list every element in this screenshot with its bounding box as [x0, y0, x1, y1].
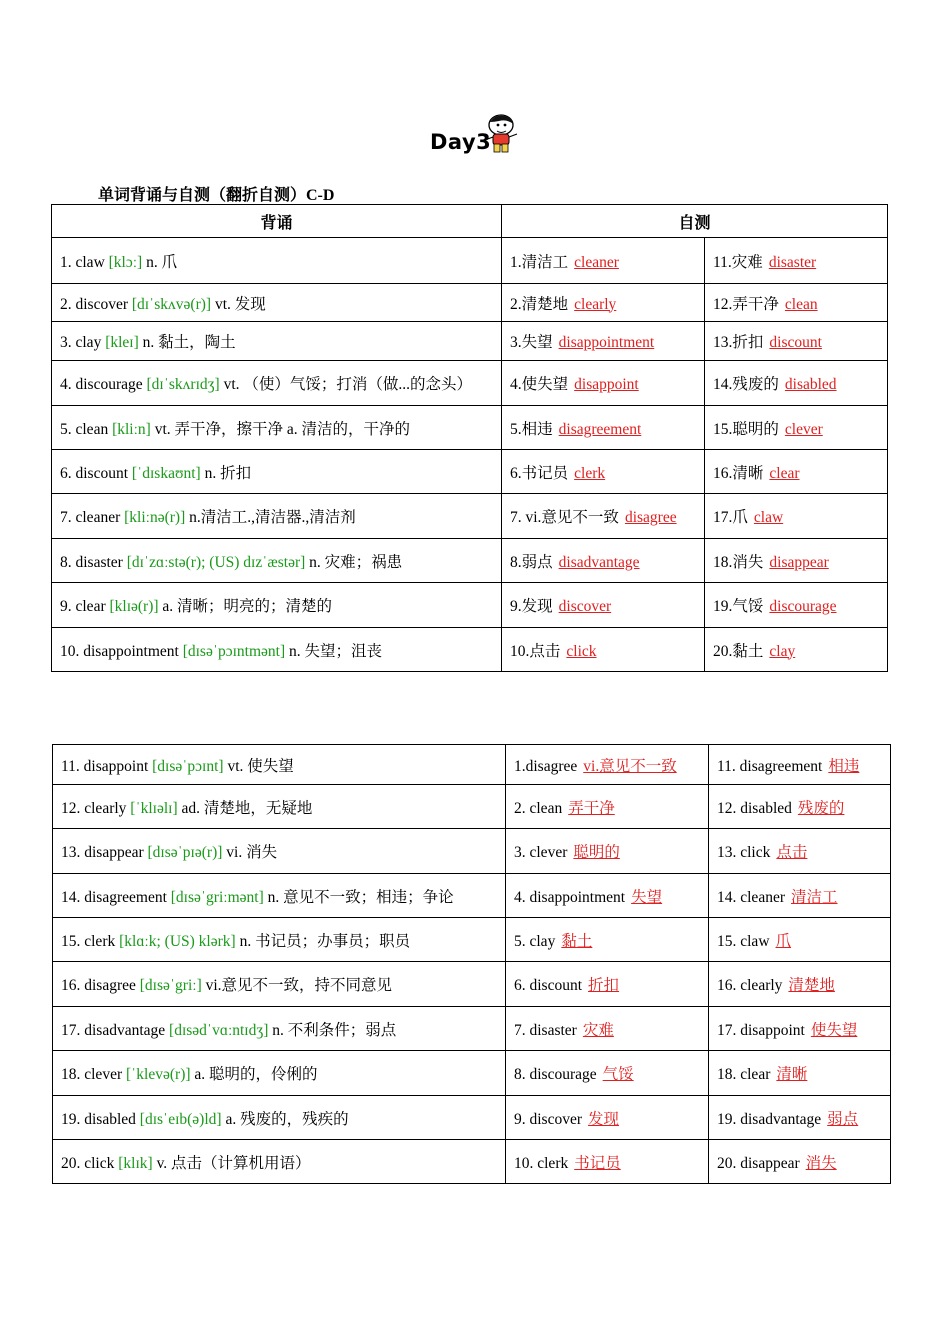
test-cell-left [506, 1140, 709, 1184]
definition: vi. 消失 [226, 844, 278, 861]
phonetic: [dɪsˈeɪb(ə)ld] [139, 1110, 222, 1128]
recite-cell [52, 322, 502, 361]
word: 6. discount [60, 464, 129, 482]
test-question: 9. discover [514, 1110, 583, 1128]
definition: vi.意见不一致，持不同意见 [205, 977, 393, 994]
phonetic: [ˈklɪəlɪ] [130, 799, 178, 817]
test-cell-right [709, 874, 891, 918]
test-answer: 爪 [775, 932, 792, 950]
test-question: 15.聪明的 [713, 420, 779, 438]
recite-cell [53, 785, 506, 829]
test-cell-left [502, 284, 705, 322]
test-question: 2.清楚地 [510, 295, 569, 313]
recite-cell [52, 238, 502, 284]
test-answer: 点击 [776, 844, 808, 861]
test-answer: clear [769, 464, 800, 482]
test-question: 6.书记员 [510, 464, 569, 482]
recite-cell [53, 874, 506, 918]
page-title: Day3 [430, 130, 492, 154]
test-question: 2. clean [514, 799, 563, 817]
test-cell-left [502, 238, 705, 284]
test-answer: discount [769, 334, 822, 351]
test-answer: click [566, 642, 597, 660]
table-row [53, 874, 891, 918]
test-cell-left [506, 918, 709, 962]
test-answer: 消失 [805, 1154, 837, 1172]
table-row [52, 322, 888, 361]
recite-cell [52, 583, 502, 628]
test-cell-right [705, 361, 888, 406]
test-question: 9.发现 [510, 598, 553, 615]
phonetic: [dɪsəˈpɔɪntmənt] [182, 642, 286, 660]
phonetic: [dɪˈzɑːstə(r); (US) dɪzˈæstər] [126, 553, 306, 571]
test-question: 14. cleaner [717, 888, 785, 906]
test-answer: 相违 [828, 757, 860, 775]
test-cell-left [502, 539, 705, 583]
recite-cell [52, 494, 502, 539]
word: 17. disadvantage [61, 1021, 166, 1039]
definition: vt. 弄干净，擦干净 a. 清洁的，干净的 [154, 420, 411, 438]
test-cell-right [705, 322, 888, 361]
definition: n. 折扣 [204, 464, 252, 482]
test-cell-right [705, 238, 888, 284]
cartoon-boy-icon [481, 112, 521, 156]
test-cell-right [705, 583, 888, 628]
test-cell-right [709, 785, 891, 829]
test-question: 7. disaster [514, 1021, 577, 1039]
test-question: 1.disagree [514, 757, 578, 775]
test-answer: disabled [784, 376, 837, 393]
recite-cell [52, 628, 502, 672]
test-question: 4.使失望 [510, 376, 569, 393]
test-answer: claw [753, 509, 784, 526]
word: 7. cleaner [60, 509, 121, 526]
test-cell-right [709, 1007, 891, 1051]
phonetic: [dɪˈskʌrɪdʒ] [146, 376, 220, 393]
table-row [52, 450, 888, 494]
test-cell-right [709, 1051, 891, 1096]
test-question: 18. clear [717, 1066, 771, 1083]
phonetic: [dɪsəˈgriː] [139, 977, 202, 994]
word: 16. disagree [61, 977, 136, 994]
test-question: 19. disadvantage [717, 1110, 822, 1128]
table-row [53, 918, 891, 962]
phonetic: [dɪsədˈvɑːntɪdʒ] [169, 1021, 269, 1039]
word: 15. clerk [61, 932, 116, 950]
test-question: 13. click [717, 844, 771, 861]
phonetic: [ˈdɪskaʊnt] [131, 464, 201, 482]
test-question: 5.相违 [510, 420, 553, 438]
test-cell-right [709, 745, 891, 785]
table-row [53, 745, 891, 785]
test-question: 3. clever [514, 844, 568, 861]
test-answer: 气馁 [602, 1066, 634, 1083]
test-question: 1.清洁工 [510, 253, 569, 271]
definition: n. 书记员；办事员；职员 [239, 932, 411, 950]
word: 18. clever [61, 1066, 123, 1083]
test-cell-left [506, 745, 709, 785]
test-answer: 清楚地 [788, 977, 835, 994]
recite-cell [53, 829, 506, 874]
test-question: 14.残废的 [713, 376, 779, 393]
table-row [52, 539, 888, 583]
phonetic: [dɪˈskʌvə(r)] [131, 295, 212, 313]
recite-cell [52, 450, 502, 494]
table-row [52, 628, 888, 672]
test-cell-left [502, 583, 705, 628]
table-row [52, 583, 888, 628]
recite-cell [52, 406, 502, 450]
table-row [53, 1096, 891, 1140]
table-row [52, 406, 888, 450]
table-row [52, 238, 888, 284]
test-cell-left [506, 1007, 709, 1051]
test-question: 6. discount [514, 977, 583, 994]
definition: vt. （使）气馁；打消（做...的念头） [223, 376, 472, 393]
test-cell-left [506, 1096, 709, 1140]
test-cell-left [502, 494, 705, 539]
word: 5. clean [60, 420, 109, 438]
test-answer: 黏土 [561, 932, 593, 950]
word: 19. disabled [61, 1110, 136, 1128]
definition: vt. 使失望 [227, 757, 294, 775]
word: 14. disagreement [61, 888, 167, 906]
phonetic: [dɪsəˈpɔɪnt] [152, 757, 224, 775]
test-cell-right [705, 406, 888, 450]
definition: n. 爪 [146, 253, 178, 271]
test-answer: disadvantage [558, 553, 640, 571]
test-cell-left [502, 628, 705, 672]
test-question: 8.弱点 [510, 553, 553, 571]
test-cell-left [506, 785, 709, 829]
test-answer: 聪明的 [573, 844, 620, 861]
recite-cell [53, 1051, 506, 1096]
test-answer: disappointment [558, 334, 655, 351]
header-recite: 背诵 [52, 205, 502, 238]
test-answer: clay [769, 642, 796, 660]
table-row [53, 1140, 891, 1184]
test-question: 16. clearly [717, 977, 783, 994]
test-answer: clever [784, 420, 823, 438]
test-question: 18.消失 [713, 553, 764, 571]
recite-cell [53, 745, 506, 785]
test-cell-right [709, 1096, 891, 1140]
test-question: 20.黏土 [713, 642, 764, 660]
test-cell-right [709, 829, 891, 874]
test-question: 10. clerk [514, 1154, 569, 1172]
vocab-table-1 [51, 204, 888, 672]
test-cell-right [705, 284, 888, 322]
test-question: 20. disappear [717, 1154, 800, 1172]
word: 2. discover [60, 295, 129, 313]
test-answer: 使失望 [810, 1021, 858, 1039]
table-row [52, 361, 888, 406]
definition: n. 不利条件；弱点 [272, 1021, 397, 1039]
table-row [52, 494, 888, 539]
definition: a. 清晰；明亮的；清楚的 [162, 598, 333, 615]
phonetic: [kleɪ] [105, 334, 139, 351]
test-question: 4. disappointment [514, 888, 626, 906]
test-answer: 发现 [588, 1110, 620, 1128]
test-answer: clearly [574, 295, 617, 313]
test-answer: disagree [624, 509, 677, 526]
test-answer: disagreement [558, 420, 642, 438]
table-row [53, 785, 891, 829]
table-row [53, 1051, 891, 1096]
test-answer: vi.意见不一致 [583, 757, 677, 775]
test-answer: 折扣 [588, 977, 620, 994]
test-answer: discourage [769, 598, 837, 615]
test-answer: 灾难 [582, 1021, 614, 1039]
test-question: 3.失望 [510, 334, 553, 351]
recite-cell [52, 361, 502, 406]
test-answer: disaster [768, 253, 817, 271]
phonetic: [kliːn] [112, 420, 151, 438]
definition: n. 意见不一致；相违；争论 [267, 888, 454, 906]
recite-cell [53, 918, 506, 962]
test-answer: cleaner [574, 253, 619, 271]
test-question: 11. disagreement [717, 757, 823, 775]
word: 13. disappear [61, 844, 144, 861]
phonetic: [kliːnə(r)] [124, 509, 186, 526]
test-question: 12. disabled [717, 799, 792, 817]
phonetic: [klɪk] [118, 1154, 153, 1172]
definition: n. 黏土，陶土 [142, 334, 236, 351]
header-test: 自测 [502, 205, 888, 238]
test-answer: 清晰 [776, 1066, 808, 1083]
word: 11. disappoint [61, 757, 149, 775]
phonetic: [dɪsəˈgriːmənt] [170, 888, 264, 906]
test-cell-right [705, 539, 888, 583]
word: 1. claw [60, 253, 105, 271]
test-answer: disappear [769, 553, 829, 571]
test-cell-left [502, 361, 705, 406]
test-cell-left [506, 1051, 709, 1096]
phonetic: [ˈklevə(r)] [125, 1066, 191, 1083]
word: 12. clearly [61, 799, 127, 817]
test-cell-left [502, 322, 705, 361]
test-question: 8. discourage [514, 1066, 597, 1083]
test-question: 13.折扣 [713, 334, 764, 351]
test-cell-left [502, 450, 705, 494]
phonetic: [dɪsəˈpɪə(r)] [147, 844, 223, 861]
test-answer: discover [558, 598, 612, 615]
vocab-table-2 [52, 744, 891, 1184]
test-cell-left [506, 874, 709, 918]
phonetic: [klɑːk; (US) klərk] [119, 932, 236, 950]
definition: n.清洁工.,清洁器.,清洁剂 [189, 509, 356, 526]
word: 10. disappointment [60, 642, 179, 660]
test-question: 10.点击 [510, 642, 561, 660]
phonetic: [klɪə(r)] [109, 598, 159, 615]
test-question: 19.气馁 [713, 598, 764, 615]
test-answer: 书记员 [574, 1154, 621, 1172]
test-cell-right [709, 1140, 891, 1184]
table-row [53, 829, 891, 874]
test-answer: 弱点 [827, 1110, 859, 1128]
test-cell-right [709, 962, 891, 1007]
test-answer: disappoint [574, 376, 639, 393]
test-answer: 失望 [631, 888, 663, 906]
test-cell-right [705, 494, 888, 539]
test-question: 17.爪 [713, 509, 748, 526]
test-answer: 弄干净 [568, 799, 615, 817]
test-question: 17. disappoint [717, 1021, 805, 1039]
definition: ad. 清楚地，无疑地 [181, 799, 313, 817]
table-row [53, 1007, 891, 1051]
word: 8. disaster [60, 553, 123, 571]
definition: vt. 发现 [214, 295, 266, 313]
test-cell-right [705, 450, 888, 494]
table-row [52, 284, 888, 322]
section-subtitle: 单词背诵与自测（翻折自测）C-D [98, 187, 335, 204]
definition: a. 残废的，残疾的 [225, 1110, 349, 1128]
definition: n. 失望；沮丧 [289, 642, 383, 660]
test-question: 11.灾难 [713, 253, 763, 271]
word: 20. click [61, 1154, 115, 1172]
recite-cell [53, 1140, 506, 1184]
test-question: 16.清晰 [713, 464, 764, 482]
recite-cell [53, 1007, 506, 1051]
word: 3. clay [60, 334, 102, 351]
recite-cell [52, 284, 502, 322]
definition: a. 聪明的，伶俐的 [194, 1066, 318, 1083]
recite-cell [53, 962, 506, 1007]
word: 9. clear [60, 598, 106, 615]
test-cell-left [506, 829, 709, 874]
test-question: 15. claw [717, 932, 770, 950]
test-answer: clean [784, 295, 818, 313]
table-row [53, 962, 891, 1007]
test-cell-left [506, 962, 709, 1007]
test-answer: 残废的 [797, 799, 845, 817]
test-cell-right [705, 628, 888, 672]
word: 4. discourage [60, 376, 143, 393]
recite-cell [52, 539, 502, 583]
definition: n. 灾难；祸患 [309, 553, 403, 571]
test-cell-left [502, 406, 705, 450]
recite-cell [53, 1096, 506, 1140]
test-question: 5. clay [514, 932, 556, 950]
definition: v. 点击（计算机用语） [156, 1154, 311, 1172]
test-cell-right [709, 918, 891, 962]
test-answer: clerk [574, 464, 606, 482]
test-question: 7. vi.意见不一致 [510, 509, 619, 526]
test-answer: 清洁工 [791, 888, 838, 906]
phonetic: [klɔː] [108, 253, 143, 271]
test-question: 12.弄干净 [713, 295, 779, 313]
